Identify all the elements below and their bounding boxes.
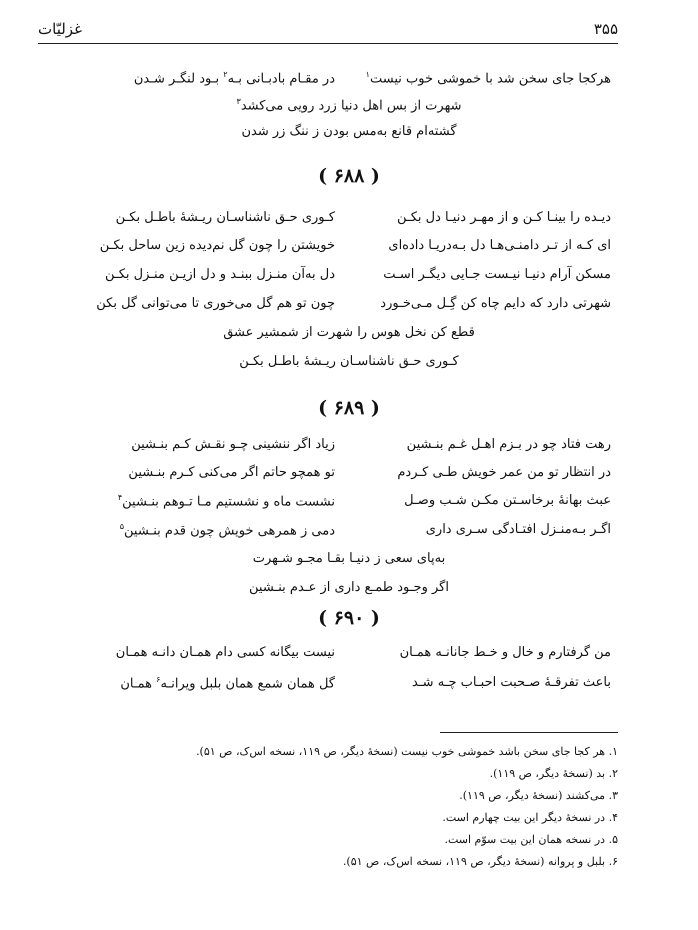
hemistich: اگـر بـه‌منـزل افتـادگی سـری داری	[425, 522, 611, 537]
hemistich: دل به‌آن منـزل ببنـد و دل ازیـن منـزل بکـن	[105, 267, 335, 282]
hemistich: زیاد اگر ننشینی چـو نقـش کـم بنـشین	[131, 437, 335, 452]
hemistich: در انتظار تو من عمر خویش طـی کـردم	[397, 465, 611, 480]
hemistich: من گرفتارم و خال و خـط جانانـه همـان	[399, 645, 611, 660]
final-hemistich: قطع کن نخل هوس را شهرت از شمشیر عشق	[223, 325, 475, 340]
final-hemistich: کـوری حـق ناشناسـان ریـشهٔ باطـل بکـن	[239, 354, 459, 369]
poem-number: ( ۶۸۸ )	[318, 165, 380, 187]
hemistich: نشست ماه و نشستیم مـا تـوهم بنـشین$^۴$	[117, 493, 335, 510]
poem-number: ( ۶۸۹ )	[318, 397, 380, 419]
final-hemistich: به‌پای سعی ز دنیـا بقـا مجـو شـهرت	[252, 551, 446, 566]
footnote: ۴. در نسخهٔ دیگر این بیت چهارم است.	[442, 811, 618, 824]
hemistich: رهت فتاد چو در بـزم اهـل غـم بنـشین	[406, 437, 611, 452]
hemistich: گل همان شمع همان بلبل ویرانـه$^۶$ همـان	[120, 675, 335, 692]
footnote: ۳. می‌کشند (نسخهٔ دیگر، ص ۱۱۹).	[459, 789, 618, 802]
hemistich: چون تو هم گل می‌خوری تا می‌توانی گل بکن	[96, 296, 335, 311]
hemistich: عبث بهانهٔ برخاسـتن مکـن شـب وصـل	[404, 493, 611, 508]
hemistich: هرکجا جای سخن شد با خموشی خوب نیست$^۱$	[365, 70, 611, 87]
hemistich: نیست بیگانه کسی دام همـان دانـه همـان	[115, 645, 335, 660]
hemistich: تو همچو حاتم اگر می‌کنی کـرم بنـشین	[128, 465, 335, 480]
final-hemistich: شهرت از بس اهل دنیا زرد رویی می‌کشد$^۳$	[236, 97, 462, 114]
footnote-rule	[440, 732, 618, 733]
hemistich: خویشتن را چون گل نم‌دیده زین ساحل بکـن	[99, 238, 335, 253]
hemistich: ای کـه از تـر دامنـی‌هـا دل بـه‌دریـا داده‌ای	[388, 238, 611, 253]
hemistich: شهرتی دارد که دایم چاه کن گِـل مـی‌خـورد	[380, 296, 611, 311]
footnote: ۶. بلبل و پروانه (نسخهٔ دیگر، ص ۱۱۹، نسخه اس‌ک، ص ۵۱).	[342, 855, 618, 868]
hemistich: کـوری حـق ناشناسـان ریـشهٔ باطـل بکـن	[115, 210, 335, 225]
final-hemistich: اگر وجـود طمـع داری از عـدم بنـشین	[249, 580, 449, 595]
hemistich: مسکن آرام دنیـا نیـست جـایی دیگـر اسـت	[383, 267, 611, 282]
final-hemistich: گشته‌ام قانع به‌مس بودن ز ننگ زر شدن	[241, 124, 457, 139]
footnote: ۲. بد (نسخهٔ دیگر، ص ۱۱۹).	[489, 767, 618, 780]
footnote: ۵. در نسخه همان این بیت سوّم است.	[444, 833, 618, 846]
hemistich: دیـده را بینـا کـن و از مهـر دنیـا دل بکـن	[397, 210, 611, 225]
header-rule	[38, 43, 618, 44]
section-title: غزلیّات	[38, 20, 82, 38]
poem-number: ( ۶۹۰ )	[318, 607, 380, 629]
hemistich: باعث تفرقـهٔ صـحبت احبـاب چـه شـد	[412, 675, 611, 690]
footnote: ۱. هر کجا جای سخن باشد خموشی خوب نیست (نسخهٔ دیگر، ص ۱۱۹، نسخه اس‌ک، ص ۵۱).	[196, 745, 618, 758]
page-number: ۳۵۵	[593, 20, 618, 38]
hemistich: در مقـام بادبـانی بـه$^۲$ بـود لنگـر شـدن	[133, 70, 335, 87]
hemistich: دمی ز همرهی خویش چون قدم بنـشین$^۵$	[119, 522, 335, 539]
